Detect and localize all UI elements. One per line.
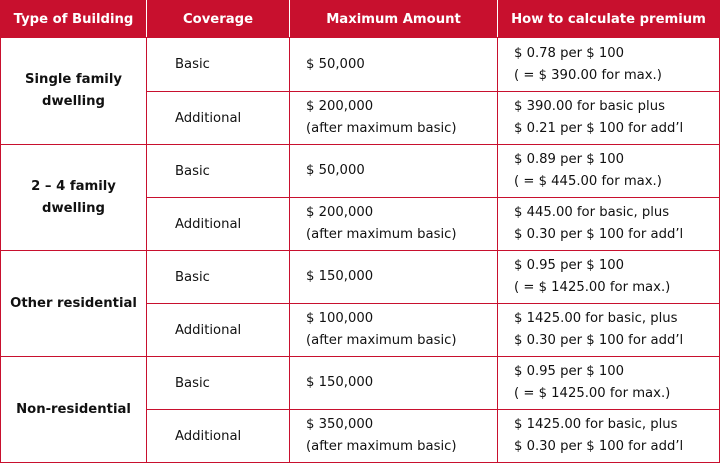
maximum-amount-line: (after maximum basic)	[306, 227, 457, 242]
building-type-cell: Non-residential	[1, 357, 147, 463]
maximum-amount-cell	[290, 410, 498, 463]
coverage-cell: Additional	[147, 198, 290, 251]
premium-calculation-cell	[498, 38, 720, 92]
maximum-amount-line: $ 150,000	[306, 375, 374, 390]
maximum-amount-line: $ 50,000	[306, 56, 365, 72]
coverage-cell: Basic	[147, 357, 290, 410]
table-row	[1, 357, 720, 410]
header-maximum-amount: Maximum Amount	[290, 1, 498, 38]
maximum-amount-cell	[290, 304, 498, 357]
building-type-cell: Single family dwelling	[1, 38, 147, 145]
table-row	[1, 251, 720, 304]
maximum-amount-cell	[290, 145, 498, 198]
coverage-cell: Additional	[147, 304, 290, 357]
premium-calculation-line: $ 0.21 per $ 100 for add’l	[514, 121, 684, 136]
header-how-to-calculate: How to calculate premium	[498, 1, 720, 38]
premium-calculation-cell	[498, 92, 720, 145]
premium-calculation-line: $ 0.89 per $ 100	[514, 152, 624, 167]
premium-calculation-line: $ 390.00 for basic plus	[514, 99, 665, 114]
premium-calculation-cell	[498, 251, 720, 304]
premium-calculation-line: $ 0.95 per $ 100	[514, 364, 624, 379]
maximum-amount-cell	[290, 38, 498, 92]
premium-calculation-line: $ 1425.00 for basic, plus	[514, 311, 678, 326]
premium-calculation-line: $ 0.30 per $ 100 for add’l	[514, 439, 684, 454]
premium-calculation-cell	[498, 357, 720, 410]
maximum-amount-line: $ 150,000	[306, 269, 374, 284]
maximum-amount-cell	[290, 251, 498, 304]
premium-calculation-line: $ 0.78 per $ 100	[514, 45, 624, 61]
maximum-amount-line: (after maximum basic)	[306, 121, 457, 136]
premium-calculation-line: ( = $ 445.00 for max.)	[514, 174, 662, 189]
premium-calculation-cell	[498, 304, 720, 357]
premium-calculation-line: $ 445.00 for basic, plus	[514, 205, 670, 220]
premium-calculation-line: $ 0.30 per $ 100 for add’l	[514, 227, 684, 242]
maximum-amount-line: $ 200,000	[306, 205, 374, 220]
premium-calculation-line: $ 0.30 per $ 100 for add’l	[514, 333, 684, 348]
premium-calculation-line: $ 1425.00 for basic, plus	[514, 417, 678, 432]
header-type-of-building: Type of Building	[1, 1, 147, 38]
premium-calculation-line: ( = $ 1425.00 for max.)	[514, 280, 671, 295]
premium-calculation-cell	[498, 410, 720, 463]
header-coverage: Coverage	[147, 1, 290, 38]
coverage-cell: Additional	[147, 410, 290, 463]
premium-calculation-cell	[498, 145, 720, 198]
coverage-cell: Basic	[147, 38, 290, 92]
coverage-cell: Additional	[147, 92, 290, 145]
maximum-amount-cell	[290, 198, 498, 251]
maximum-amount-cell	[290, 92, 498, 145]
table-body	[1, 38, 720, 463]
maximum-amount-line: $ 50,000	[306, 163, 365, 178]
maximum-amount-cell	[290, 357, 498, 410]
coverage-cell: Basic	[147, 251, 290, 304]
premium-calculation-line: ( = $ 1425.00 for max.)	[514, 386, 671, 401]
premium-calculation-cell	[498, 198, 720, 251]
premium-calculation-line: $ 0.95 per $ 100	[514, 258, 624, 273]
table-row	[1, 38, 720, 92]
maximum-amount-line: $ 200,000	[306, 99, 374, 114]
maximum-amount-line: (after maximum basic)	[306, 439, 457, 454]
premium-calculation-line: ( = $ 390.00 for max.)	[514, 67, 662, 83]
building-type-cell: 2 – 4 family dwelling	[1, 145, 147, 251]
maximum-amount-line: $ 100,000	[306, 311, 374, 326]
coverage-cell: Basic	[147, 145, 290, 198]
maximum-amount-line: (after maximum basic)	[306, 333, 457, 348]
header-row	[1, 1, 720, 38]
maximum-amount-line: $ 350,000	[306, 417, 374, 432]
building-type-cell: Other residential	[1, 251, 147, 357]
table-row	[1, 145, 720, 198]
